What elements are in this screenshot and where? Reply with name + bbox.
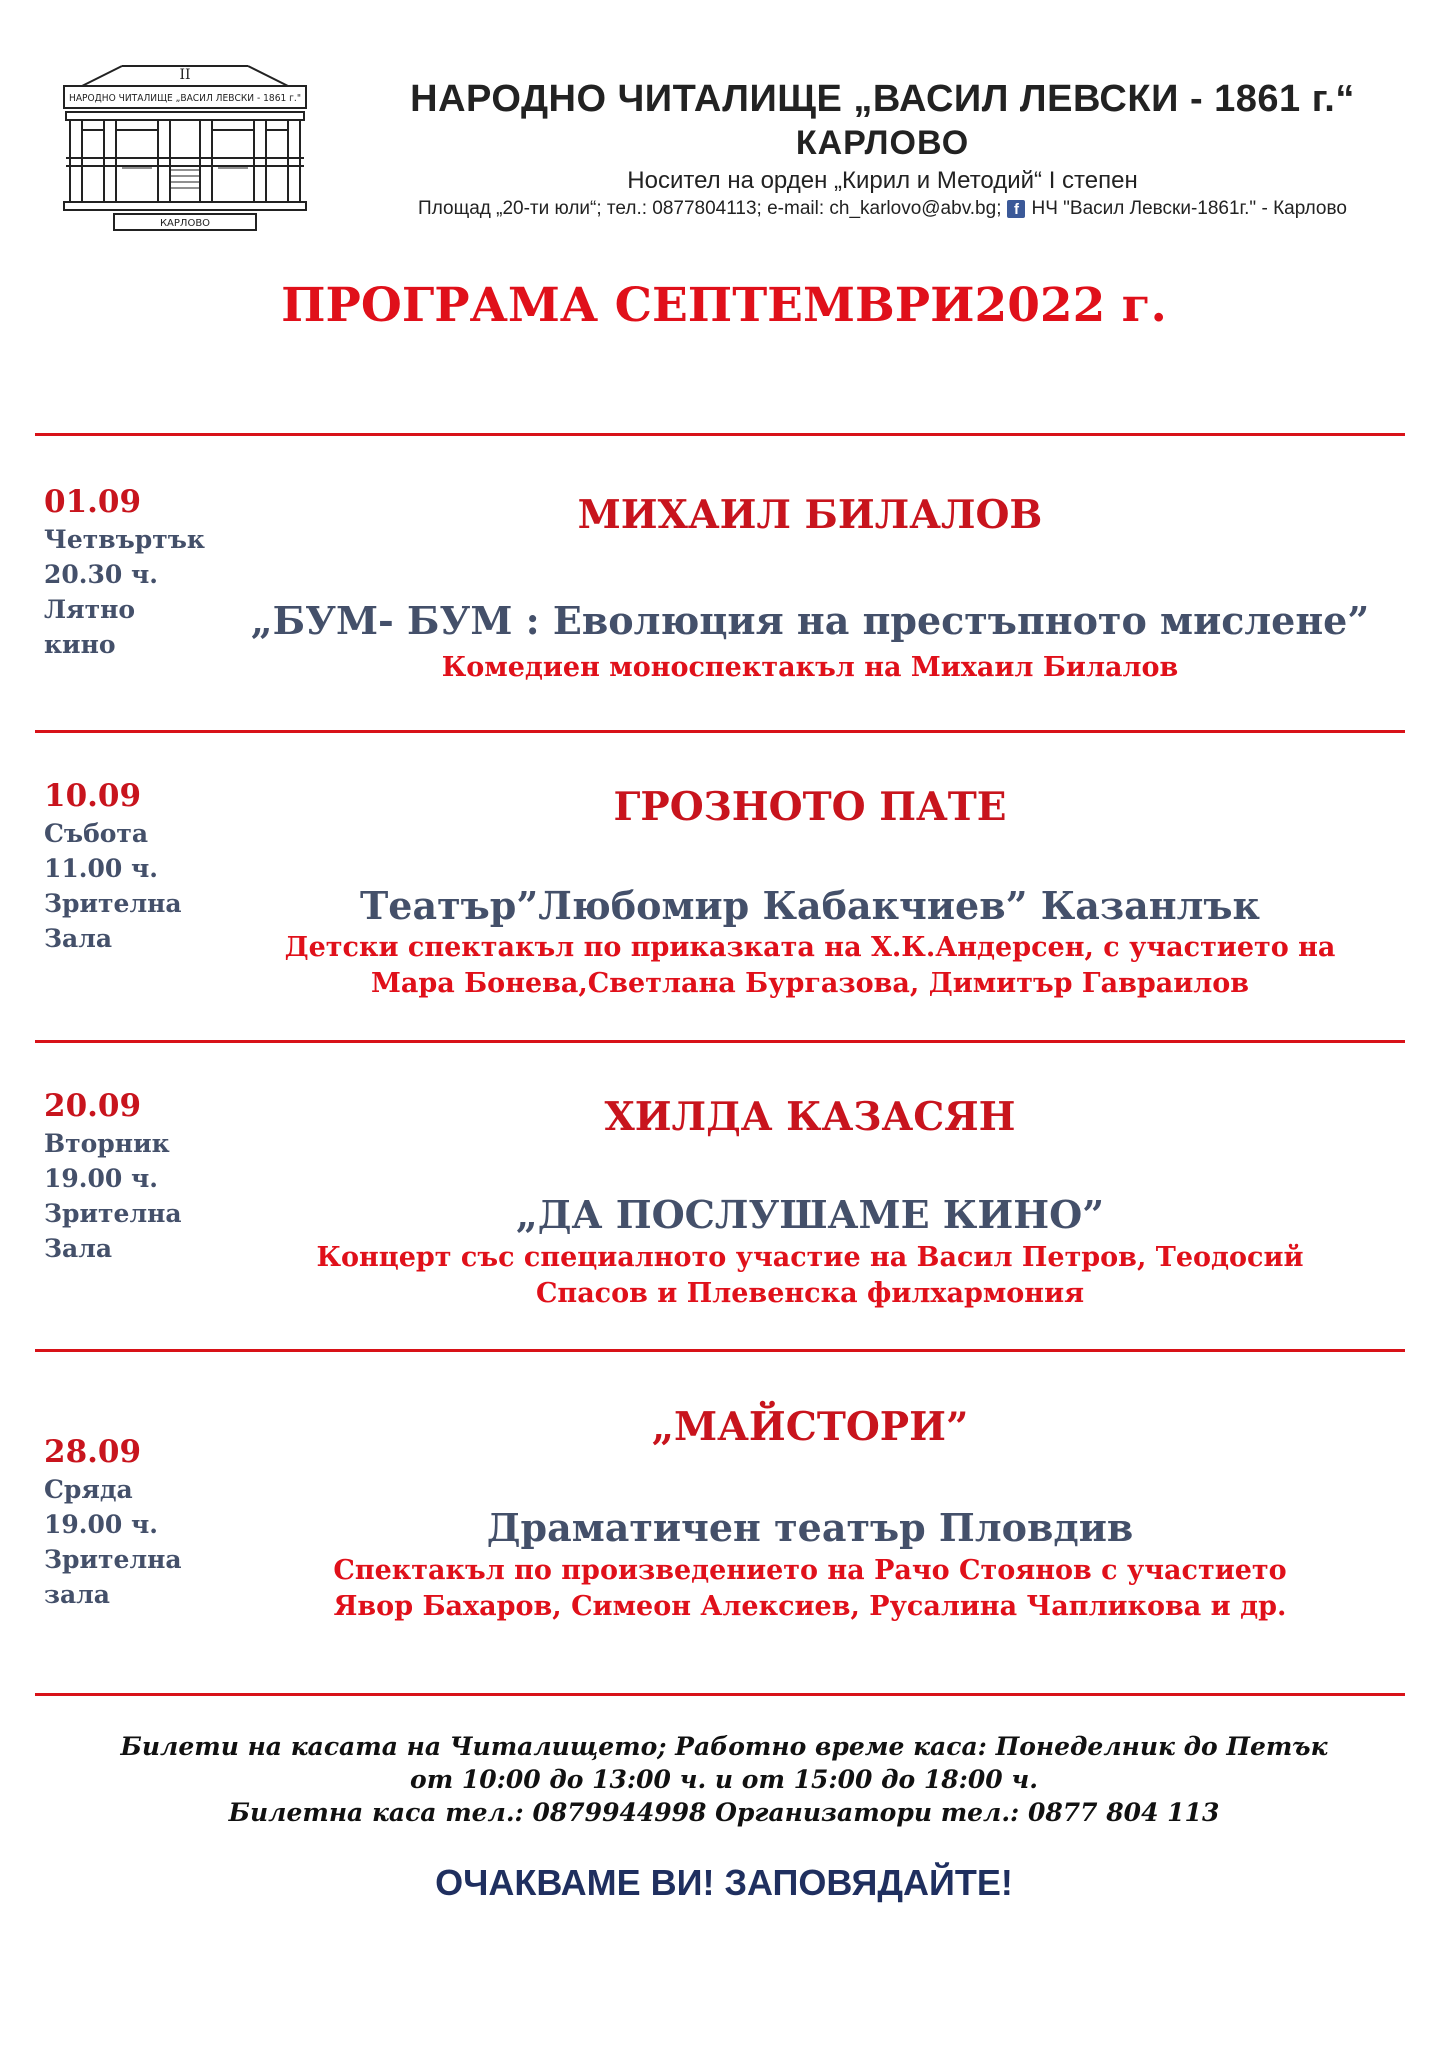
event-venue: Зрителна <box>44 1199 182 1228</box>
logo-base: КАРЛОВО <box>159 218 211 229</box>
event-title: МИХАИЛ БИЛАЛОВ <box>577 492 1043 538</box>
event-time: 20.30 ч. <box>44 560 158 589</box>
event-day: Сряда <box>44 1475 133 1504</box>
event-venue: Зрителна <box>44 889 182 918</box>
org-order: Носител на орден „Кирил и Методий“ І степен <box>627 167 1138 194</box>
event-description-line: Спасов и Плевенска филхармония <box>535 1278 1085 1309</box>
org-name: НАРОДНО ЧИТАЛИЩЕ „ВАСИЛ ЛЕВСКИ - 1861 г.“ <box>410 78 1355 120</box>
program-title: ПРОГРАМА СЕПТЕМВРИ2022 г. <box>281 278 1167 333</box>
facebook-page[interactable]: НЧ "Васил Левски-1861г." - Карлово <box>1031 198 1347 219</box>
ticket-info-line: Билети на касата на Читалището; Работно време каса: Понеделник до Петък <box>120 1732 1328 1761</box>
ticket-info-line: от 10:00 до 13:00 ч. и от 15:00 до 18:00 ч. <box>410 1765 1038 1794</box>
event-schedule <box>44 776 182 956</box>
event-description <box>220 930 1400 1002</box>
event-time: 19.00 ч. <box>44 1164 158 1193</box>
event-subtitle: Драматичен театър Пловдив <box>486 1505 1134 1550</box>
event-venue: Зала <box>44 1234 113 1263</box>
event-time: 19.00 ч. <box>44 1510 158 1539</box>
event-subtitle: „ДА ПОСЛУШАМЕ КИНО” <box>515 1192 1105 1237</box>
event-venue: кино <box>44 630 116 659</box>
event-description-line: Явор Бахаров, Симеон Алексиев, Русалина Чапликова и др. <box>333 1591 1287 1622</box>
divider <box>35 1693 1405 1696</box>
event-day: Вторник <box>44 1129 170 1158</box>
welcome-message: ОЧАКВАМЕ ВИ! ЗАПОВЯДАЙТЕ! <box>435 1862 1013 1903</box>
divider <box>35 433 1405 436</box>
org-contacts <box>365 198 1400 220</box>
contacts-text: Площад „20-ти юли“; тел.: 0877804113; e-mail: ch_karlovo@abv.bg; <box>418 198 1002 219</box>
event-description <box>220 1553 1400 1625</box>
event-description-line: Детски спектакъл по приказката на Х.К.Андерсен, с участието на <box>284 932 1336 963</box>
event-subtitle: „БУМ- БУМ : Еволюция на престъпното мислене” <box>250 598 1370 643</box>
divider <box>35 730 1405 733</box>
event-venue: Зрителна <box>44 1545 182 1574</box>
event-time: 11.00 ч. <box>44 854 158 883</box>
divider <box>35 1349 1405 1352</box>
event-day: Четвъртък <box>44 525 205 554</box>
event-subtitle: Театър”Любомир Кабакчиев” Казанлък <box>360 883 1260 928</box>
event-date: 10.09 <box>44 778 142 814</box>
event-date: 20.09 <box>44 1088 142 1124</box>
logo-banner: НАРОДНО ЧИТАЛИЩЕ „ВАСИЛ ЛЕВСКИ - 1861 г." <box>69 93 301 104</box>
event-title: ХИЛДА КАЗАСЯН <box>604 1094 1016 1140</box>
ticket-info-line: Билетна каса тел.: 0879944998 Организатори тел.: 0877 804 113 <box>228 1798 1220 1827</box>
divider <box>35 1040 1405 1043</box>
event-description-line: Мара Бонева,Светлана Бургазова, Димитър Гавраилов <box>370 968 1250 999</box>
building-logo <box>62 58 308 234</box>
event-description <box>220 650 1400 686</box>
event-venue: зала <box>44 1580 110 1609</box>
event-schedule <box>44 1432 182 1612</box>
facebook-icon: f <box>1007 200 1025 218</box>
event-description <box>220 1240 1400 1312</box>
event-schedule <box>44 1086 182 1266</box>
event-venue: Зала <box>44 924 113 953</box>
org-city: КАРЛОВО <box>795 124 970 162</box>
event-description-line: Концерт със специалното участие на Васил Петров, Теодосий <box>316 1242 1304 1273</box>
ticket-info <box>0 1730 1448 1829</box>
event-title: ГРОЗНОТО ПАТЕ <box>613 784 1007 830</box>
event-description-line: Комедиен моноспектакъл на Михаил Билалов <box>441 652 1179 683</box>
event-venue: Лятно <box>44 595 136 624</box>
event-title: „МАЙСТОРИ” <box>651 1404 969 1450</box>
event-date: 01.09 <box>44 484 142 520</box>
event-schedule <box>44 482 205 662</box>
event-description-line: Спектакъл по произведението на Рачо Стоянов с участието <box>333 1555 1287 1586</box>
event-date: 28.09 <box>44 1434 142 1470</box>
event-day: Събота <box>44 819 149 848</box>
logo-roman: II <box>179 67 191 83</box>
